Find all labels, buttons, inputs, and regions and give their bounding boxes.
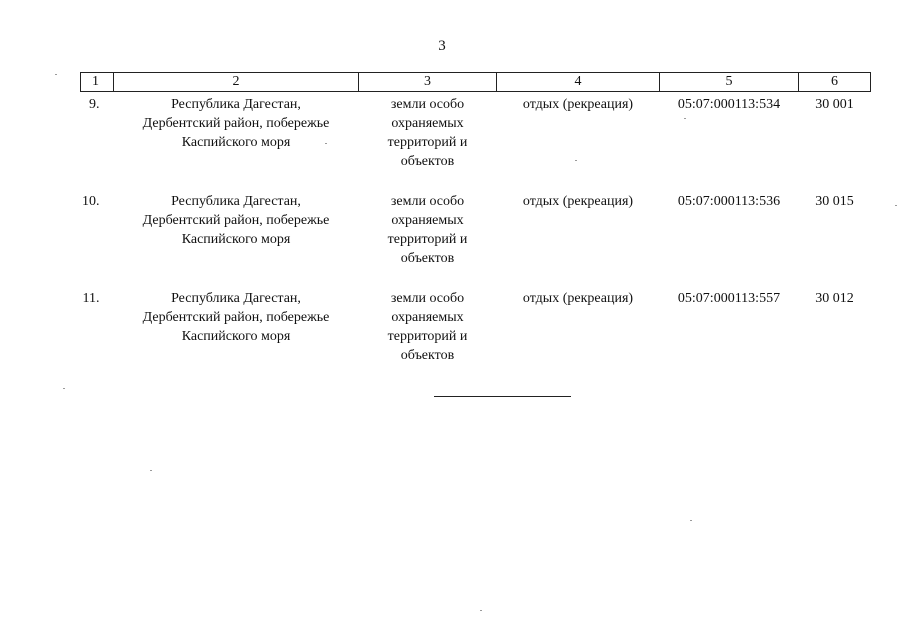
category-line: охраняемых	[391, 213, 464, 228]
column-header-5: 5	[660, 73, 799, 92]
land-plots-table	[80, 72, 871, 383]
category-line: объектов	[400, 251, 455, 266]
location-cell	[114, 286, 359, 383]
permitted-use-cell: отдых (рекреация)	[522, 291, 634, 306]
category-line: объектов	[400, 154, 455, 169]
permitted-use-cell: отдых (рекреация)	[522, 194, 634, 209]
row-number: 10.	[82, 194, 100, 209]
scan-speck	[325, 143, 327, 144]
area-cell: 30 001	[815, 97, 854, 112]
category-line: объектов	[400, 348, 455, 363]
row-number: 9.	[89, 97, 100, 112]
area-cell: 30 015	[815, 194, 854, 209]
location-cell	[114, 189, 359, 286]
table-header	[81, 73, 871, 92]
column-header-1: 1	[81, 73, 114, 92]
row-number: 11.	[82, 291, 100, 306]
scan-speck	[895, 205, 897, 206]
location-line: Республика Дагестан,	[171, 97, 301, 112]
location-cell	[114, 92, 359, 190]
scan-speck	[690, 520, 692, 521]
cadastral-number-cell: 05:07:000113:536	[677, 194, 781, 209]
scan-speck	[150, 470, 152, 471]
cadastral-number-cell: 05:07:000113:534	[677, 97, 781, 112]
scan-speck	[480, 610, 482, 611]
column-header-6: 6	[799, 73, 871, 92]
category-line: земли особо	[390, 194, 465, 209]
category-line: территорий и	[387, 135, 468, 150]
area-cell: 30 012	[815, 291, 854, 306]
location-line: Каспийского моря	[181, 232, 291, 247]
location-line: Дербентский район, побережье	[142, 116, 330, 131]
scan-speck	[684, 118, 686, 119]
location-line: Дербентский район, побережье	[142, 310, 330, 325]
table-body	[81, 92, 871, 384]
column-header-2: 2	[114, 73, 359, 92]
category-line: охраняемых	[391, 310, 464, 325]
location-line: Республика Дагестан,	[171, 291, 301, 306]
land-category-cell	[359, 286, 497, 383]
category-line: земли особо	[390, 97, 465, 112]
scan-speck	[63, 388, 65, 389]
scan-speck	[575, 160, 577, 161]
scan-speck	[55, 74, 57, 75]
category-line: охраняемых	[391, 116, 464, 131]
table-row	[81, 92, 871, 190]
table-row	[81, 189, 871, 286]
table-row	[81, 286, 871, 383]
cadastral-number-cell: 05:07:000113:557	[677, 291, 781, 306]
column-header-3: 3	[359, 73, 497, 92]
category-line: территорий и	[387, 329, 468, 344]
location-line: Дербентский район, побережье	[142, 213, 330, 228]
category-line: земли особо	[390, 291, 465, 306]
location-line: Каспийского моря	[181, 135, 291, 150]
page-number: 3	[438, 38, 446, 54]
header-row	[81, 73, 871, 92]
category-line: территорий и	[387, 232, 468, 247]
column-header-4: 4	[497, 73, 660, 92]
location-line: Каспийского моря	[181, 329, 291, 344]
location-line: Республика Дагестан,	[171, 194, 301, 209]
permitted-use-cell: отдых (рекреация)	[522, 97, 634, 112]
land-category-cell	[359, 189, 497, 286]
land-category-cell	[359, 92, 497, 190]
closing-rule	[434, 396, 571, 397]
